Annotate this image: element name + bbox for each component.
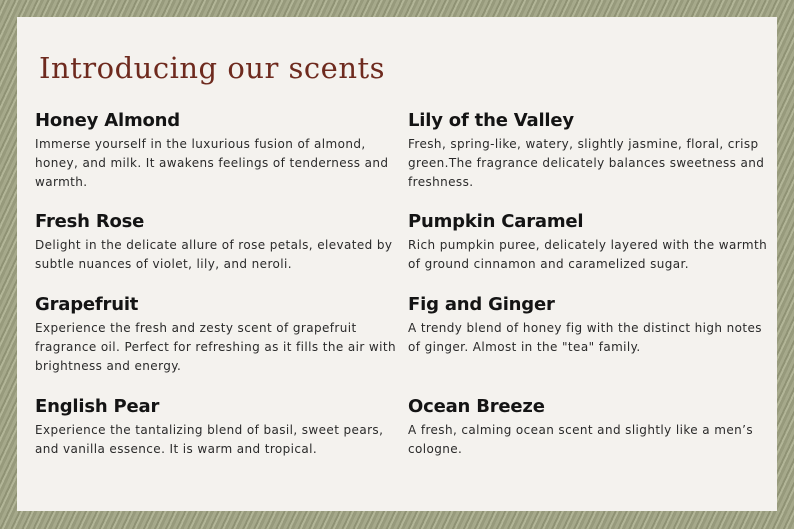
scent-description: A trendy blend of honey fig with the distinct high notes of ginger. Almost in the "tea" family. [408,321,762,354]
scent-pumpkin-caramel [408,211,770,274]
scent-fig-and-ginger [408,294,770,357]
scent-description: Experience the fresh and zesty scent of grapefruit fragrance oil. Perfect for refreshing as it fills the air with brightness and energy. [35,321,396,373]
scent-name: Pumpkin Caramel [408,211,584,232]
scent-name: Honey Almond [35,110,180,131]
scent-fresh-rose [35,211,397,274]
scent-description: Rich pumpkin puree, delicately layered with the warmth of ground cinnamon and caramelized sugar. [408,238,768,271]
scent-name: English Pear [35,396,160,417]
scent-grapefruit [35,294,397,376]
scent-name: Fresh Rose [35,211,145,232]
scent-description: Delight in the delicate allure of rose petals, elevated by subtle nuances of violet, lily, and neroli. [35,238,393,271]
scent-name: Grapefruit [35,294,139,315]
page-title: Introducing our scents [39,51,386,85]
scent-ocean-breeze [408,396,770,459]
scent-name: Lily of the Valley [408,110,574,131]
scent-description: Experience the tantalizing blend of basil, sweet pears, and vanilla essence. It is warm and tropical. [35,423,384,456]
scent-description: A fresh, calming ocean scent and slightly like a men’s cologne. [408,423,753,456]
scent-description: Fresh, spring-like, watery, slightly jasmine, floral, crisp green.The fragrance delicately balances sweetness and freshness. [408,137,765,189]
scent-honey-almond [35,110,397,192]
scent-description: Immerse yourself in the luxurious fusion of almond, honey, and milk. It awakens feelings of tenderness and warmth. [35,137,389,189]
scent-name: Fig and Ginger [408,294,555,315]
scent-name: Ocean Breeze [408,396,545,417]
scents-card [17,17,777,511]
scent-english-pear [35,396,397,459]
scent-lily-of-the-valley [408,110,770,192]
